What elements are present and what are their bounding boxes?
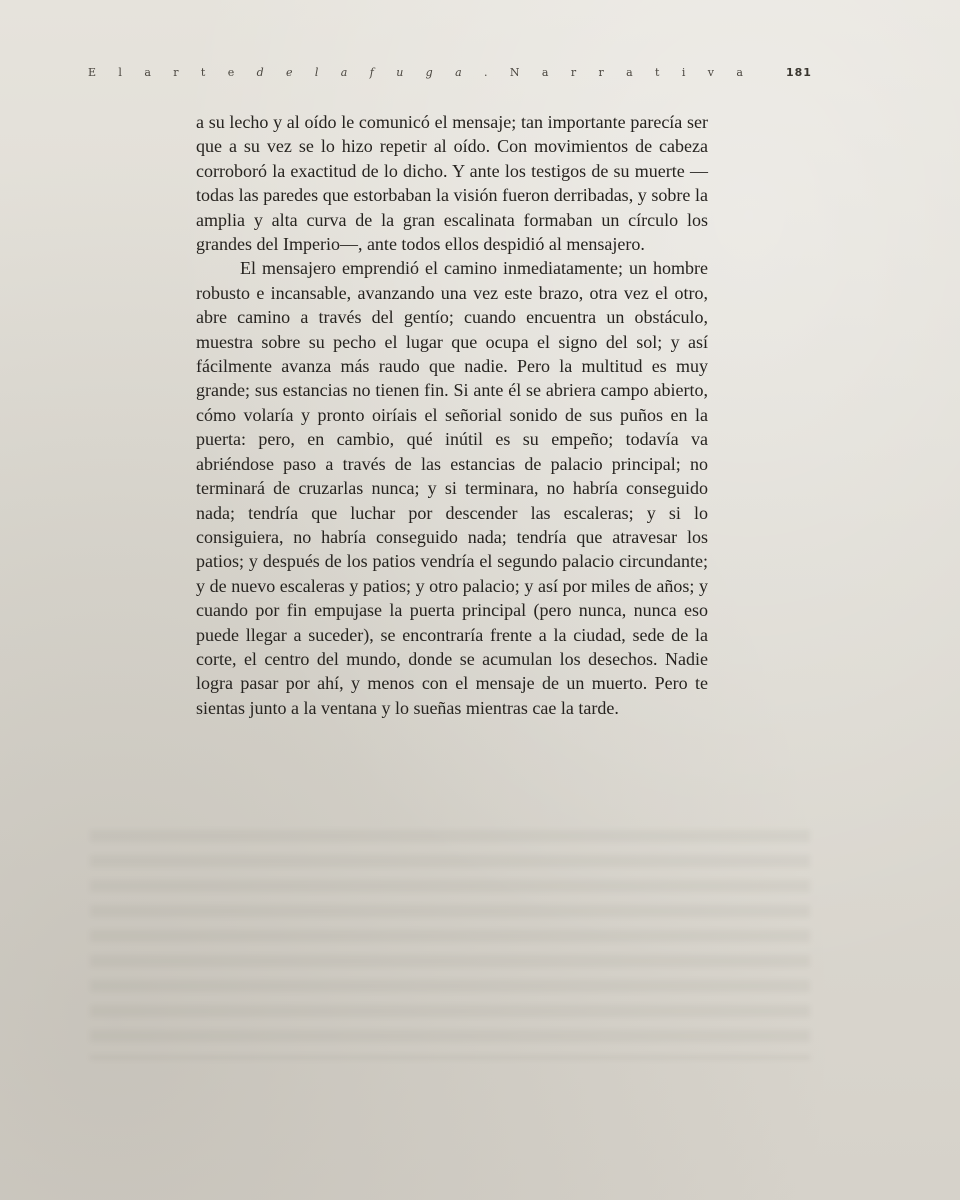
running-head-letter: . — [484, 66, 488, 79]
page-number: 181 — [786, 66, 812, 79]
running-head-letter: r — [173, 66, 179, 79]
running-head-letter: t — [200, 66, 206, 79]
running-head-letter: e — [286, 66, 293, 79]
paragraph-1: a su lecho y al oído le comunicó el mensaje; tan importante parecía ser que a su vez se lo hizo repetir al oído. Con movimientos de cabeza corroboró la exactitud de lo dicho. Y ante los testigos de su muerte —todas las paredes que estorbaban la visión fueron derribadas, y sobre la amplia y alta curva de la gran escalinata formaban un círculo los grandes del Imperio—, ante todos ellos despidió al mensajero. — [196, 112, 708, 255]
running-head — [88, 66, 743, 79]
running-head-letter: a — [455, 66, 462, 79]
running-head-letter: e — [227, 66, 235, 79]
running-head-letter: r — [598, 66, 604, 79]
running-head-letter: N — [509, 66, 520, 79]
running-head-letter: d — [256, 66, 264, 79]
running-head-letter: f — [369, 66, 374, 79]
running-head-letter: a — [144, 66, 151, 79]
show-through-text — [90, 830, 810, 1060]
running-head-letter: l — [314, 66, 319, 79]
running-head-letter: a — [736, 66, 743, 79]
running-head-letter: i — [681, 66, 686, 79]
running-head-letter: r — [570, 66, 577, 79]
running-head-letter: g — [425, 66, 433, 79]
running-head-letter: v — [707, 66, 714, 79]
running-head-letter: u — [396, 66, 404, 79]
paragraph-2: El mensajero emprendió el camino inmediatamente; un hombre robusto e incansable, avanzando una vez este brazo, otra vez el otro, abre camino a través del gentío; cuando encuentra un obstáculo, muestra sobre su pecho el lugar que ocupa el signo del sol; y así fácilmente avanza más raudo que nadie. Pero la multitud es muy grande; sus estancias no tienen fin. Si ante él se abriera campo abierto, cómo volaría y pronto oiríais el señorial sonido de sus puños en la puerta: pero, en cambio, qué inútil es su empeño; todavía va abriéndose paso a través de las estancias de palacio principal; no terminará de cruzarlas nunca; y si terminara, no habría conseguido nada; tendría que luchar por descender las escaleras; y si lo consiguiera, no habría conseguido nada; tendría que atravesar los patios; y después de los patios vendría el segundo palacio circundante; y de nuevo escaleras y patios; y otro palacio; y así por miles de años; y cuando por fin empujase la puerta principal (pero nunca, nunca eso puede llegar a suceder), se encontraría frente a la ciudad, sede de la corte, el centro del mundo, donde se acumulan los desechos. Nadie logra pasar por ahí, y menos con el mensaje de un muerto. Pero te sientas junto a la ventana y lo sueñas mientras cae la tarde. — [196, 258, 708, 718]
running-head-letter: l — [118, 66, 122, 79]
running-head-letter: a — [340, 66, 348, 79]
body-text — [196, 110, 708, 720]
running-head-letter: a — [626, 66, 633, 79]
running-head-letter: t — [655, 66, 660, 79]
running-head-letter: E — [88, 66, 97, 79]
running-head-letter: a — [541, 66, 549, 79]
